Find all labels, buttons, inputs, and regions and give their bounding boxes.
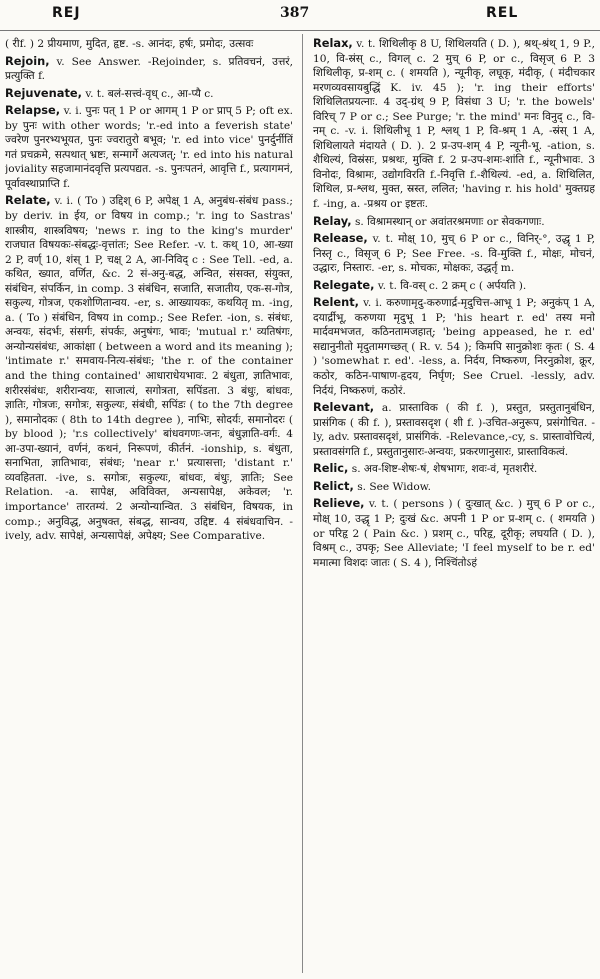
entry-text: s. विश्रामस्थान् or अवांतरश्रमणाः or सेवकगणाः. — [354, 215, 545, 228]
dictionary-entry — [5, 193, 293, 543]
entry-headword: Rejoin, — [5, 53, 50, 68]
entry-text: v. t. ( persons ) ( दुःखात् &c. ) मुच् 6 P or c., मोक्ष् 10, उद्धृ 1 P; दुःखं &c. अपनी 1 P or प्र-शम् c. ( शमयति ) or परिहृ 2 ( Pain &c. ) प्रशम् c., परिहृ, दूरीकृ; लघयति ( D. ), विश्रम् c., उपकृ; See Alleviate; 'I feel myself to be r. ed' ममात्मा विशदः जातः ( S. 4 ), निश्चिंतोऽहं — [313, 498, 595, 569]
dictionary-entry — [313, 496, 595, 570]
entry-headword: Relate, — [5, 193, 51, 208]
left-column — [5, 36, 293, 977]
page-number: 387 — [280, 5, 310, 21]
entry-text: v. t. वि-वस् c. 2 क्रम् c ( अर्पयति ). — [377, 279, 527, 292]
entry-text: v. t. बलं-सत्त्वं-वृध् c., आ-प्यै c. — [85, 87, 214, 100]
entry-headword: Relay, — [313, 213, 352, 228]
entry-text: s. See Widow. — [357, 480, 431, 493]
left-guide-word: REJ — [52, 5, 81, 21]
entry-headword: Relic, — [313, 461, 349, 476]
entry-text: v. See Answer. -Rejoinder, s. प्रतिवचनं, उत्तरं, प्रत्युक्ति f. — [5, 55, 293, 83]
entry-text: v. t. मोक्ष् 10, मुच् 6 P or c., विनिर्-°, उद्धृ 1 P, निस्तृ c., विसृज् 6 P; See Free. -s. वि-मुक्ति f., मोक्षः, मोचनं, उद्धारः, निस्तारः. -er, s. मोचकः, मोक्षकः, उद्धर्तृ m. — [313, 233, 595, 275]
entry-text: v. t. शिथिलीकृ 8 U, शिथिलयति ( D. ), श्रथ्-श्रंथ् 1, 9 P., 10, वि-स्रंस् c., विगल् c. 2 मुच् 6 P, or c., विसृज् 6 P. 3 शिथिलीकृ, प्र-शम् c. ( शमयति ), न्यूनीकृ, लघूकृ, मंदीकृ, ( मंदीचकार मरणव्यवसायबुद्धिं K. iv. 45 ); 'r. ing their efforts' शिथिलितप्रयत्नाः. 4 उद्-ग्रंथ् 9 P, विसंधा 3 U; 'r. the bowels' विरिच् 7 P or c.; See Purge; 'r. the mind' मनः विनुद् c., वि-नम् c. -v. i. शिथिलीभू 1 P, श्लथ् 1 P, वि-श्रम् 1 A, -स्रंस् 1 A, शिथिलायते मंदायते ( D. ). 2 प्र-उप-शम् 4 P, न्यूनी-भू. -ation, s. शैथिल्यं, विस्रंसः, प्रश्रथः, मुक्ति f. 2 प्र-उप-शमः-शांति f., न्यूनीभावः. 3 विनोदः, विश्रामः, उद्योगविरति f.-निवृत्ति f.-शैथिल्यं. -ed, a. शिथिलित, शिथिल, प्र-श्लथ, मुक्त, स्रस्त, ललित; 'having r. his hold' मुक्तग्रह f. -ing, a. -प्रश्रय or इष्टतः. — [313, 38, 595, 211]
dictionary-entry — [313, 278, 595, 294]
entry-text: s. अव-शिष्ट-शेषः-षं, शेषभागः, शवः-वं, मृतशरीरं. — [351, 463, 538, 476]
entry-headword: Relent, — [313, 295, 360, 310]
dictionary-entry — [313, 231, 595, 276]
dictionary-entry — [313, 295, 595, 398]
entry-headword: Relapse, — [5, 103, 61, 118]
dictionary-entry — [5, 103, 293, 191]
header-rule — [0, 30, 600, 31]
column-divider — [302, 34, 303, 973]
dictionary-entry — [313, 214, 595, 230]
page-header — [0, 0, 600, 26]
entry-text: v. i. ( To ) उद्दिश् 6 P, अपेक्ष् 1 A, अनुबंध-संबंध pass.; by deriv. in ईय, or विषय in comp.; 'r. ing to Sastras' शास्त्रीय, शास्त्रविषय; 'news r. ing to the king's murder' राजघात विषयकः-संबद्धः-वृत्तांतः; See Refer. -v. t. कथ् 10, आ-ख्या 2 P, वर्ण् 10, शंस् 1 P, चक्ष् 2 A, आ-निविद् c : See Tell. -ed, a. कथित, ख्यात, वर्णित, &c. 2 सं-अनु-बद्ध, अन्वित, संसक्त, संयुक्त, संबंधिन, संपर्किन, in comp. 3 संबंधिन, सजाति, सजातीय, एक-स-गोत्र, सकुल्य, गोत्रज, एकशोणितान्वय. -er, s. आख्यायकः, कथयितृ m. -ing, a. ( To ) संबंधिन, विषय in comp.; See Refer. -ion, s. संबंधः, अन्वयः, संदर्भः, संसर्गः, संपर्कः, अनुषंगः, भावः; 'mutual r.' व्यतिषंगः, अन्योन्यसंबंधः, आकांक्षा ( between a word and its meaning ); 'intimate r.' समवाय-नित्य-संबंधः; 'the r. of the container and the thing contained' आधाराधेयभावः. 2 बंधुता, ज्ञातिभावः, शरीरसंबंधः, शरीरान्वयः, साजात्यं, सगोत्रता, सपिंडता. 3 बंधुः, बांधवः, ज्ञातिः, गोत्रजः, सगोत्रः, सकुल्यः, संबंधी, सपिंडः ( to the 7th degree ), समानोदकः ( 8th to 14th degree ), नाभिः, सोदर्यः, समानोदरः ( by blood ); 'r.s collectively' बांधवगणः-जनः, बंधुज्ञाति-वर्गः. 4 आ-उपा-ख्यानं, वर्णनं, कथनं, निरूपणं, कीर्तनं. -ionship, s. बंधुता, सनाभिता, ज्ञातिभावः, संबंधः; 'near r.' प्रत्यासत्ता; 'distant r.' व्यवहितता. -ive, s. सगोत्रः, सकुल्यः, बांधवः, बंधुः, ज्ञातिः; See Relation. -a. सापेक्ष, अविविक्त, अन्यसापेक्ष, अकेवल; 'r. importance' तारतम्यं. 2 अन्योन्यान्वित. 3 संबंधिन, विषयक, in comp.; अनुविद्ध, अनुषक्त, संबद्ध, सान्वय, उद्दिष्ट. 4 संबंधवाचिन. -ively, adv. सापेक्षं, अन्यसापेक्षं, अपेक्ष्य; See Comparative. — [5, 195, 293, 543]
dictionary-entry — [313, 479, 595, 495]
entry-text: ( रीf. ) 2 प्रीयमाण, मुदित, हृष्ट. -s. आनंदः, हर्षः, प्रमोदः, उत्सवः — [5, 38, 254, 50]
dictionary-entry — [5, 36, 293, 52]
entry-text: a. प्रास्ताविक ( की f. ), प्रस्तुत, प्रस्तुतानुबंधिन, प्रासंगिक ( की f. ), प्रस्तावसदृश ( शी f. )-उचित-अनुरूप, प्रसंगोचित. -ly, adv. प्रस्तावसदृशं, प्रासंगिकं. -Relevance,-cy, s. प्रास्तावोचित्यं, प्रस्तावसंगति f., प्रस्तुतानुसारः-अन्वयः, प्रकरणानुसारः, प्रास्ताविकत्वं. — [313, 402, 595, 458]
entry-headword: Relevant, — [313, 400, 375, 415]
dictionary-entry — [313, 400, 595, 459]
dictionary-entry — [313, 36, 595, 212]
entry-headword: Relieve, — [313, 496, 365, 511]
entry-headword: Relegate, — [313, 277, 375, 292]
right-guide-word: REL — [486, 5, 519, 21]
entry-headword: Rejuvenate, — [5, 85, 82, 100]
dictionary-entry — [5, 54, 293, 84]
entry-headword: Relict, — [313, 478, 354, 493]
dictionary-entry — [5, 86, 293, 102]
entry-headword: Relax, — [313, 36, 353, 50]
entry-headword: Release, — [313, 231, 368, 246]
right-column — [313, 36, 595, 977]
entry-text: v. i. करुणामृदु-करुणार्द्र-मृदुचित्त-आभू 1 P; अनुकंप् 1 A, दयार्द्रीभू, करुणया मृदुभू 1 P; 'his heart r. ed' तस्य मनो मार्दवमभजत, कठिनतामजहात्; 'being appeased, he r. ed' सद्यानुनीतो मृदुतामगच्छत् ( R. v. 54 ); किमपि सानुक्रोशः कृतः ( S. 4 ) 'somewhat r. ed'. -less, a. निर्दय, निष्करुण, निरनुक्रोश, क्रूर, कठोर, कठिन-पाषाण-हृदय, निर्घृण; See Cruel. -lessly, adv. निर्दयं, निष्करुणं, कठोरं. — [313, 297, 595, 397]
entry-text: v. i. पुनः पत् 1 P or आगम् 1 P or प्राप् 5 P; oft ex. by पुनः with other words; 'r.-ed into a feverish state' ज्वरेण पुनरभ्यभूयत, पुनः ज्वरातुरो बभूव; 'r. ed into vice' पुनर्दुर्नीतिं गतं प्रचक्रमे, सत्पथात् भ्रष्टः, सन्मार्गे अत्यजत्; 'r. ed into his natural joviality सहजामानंदवृत्ति प्रत्यपद्यत. -s. पुनःपतनं, आवृत्ति f., प्रत्यागमनं, पूर्वावस्थाप्राप्ति f. — [5, 105, 293, 190]
dictionary-entry — [313, 461, 595, 477]
